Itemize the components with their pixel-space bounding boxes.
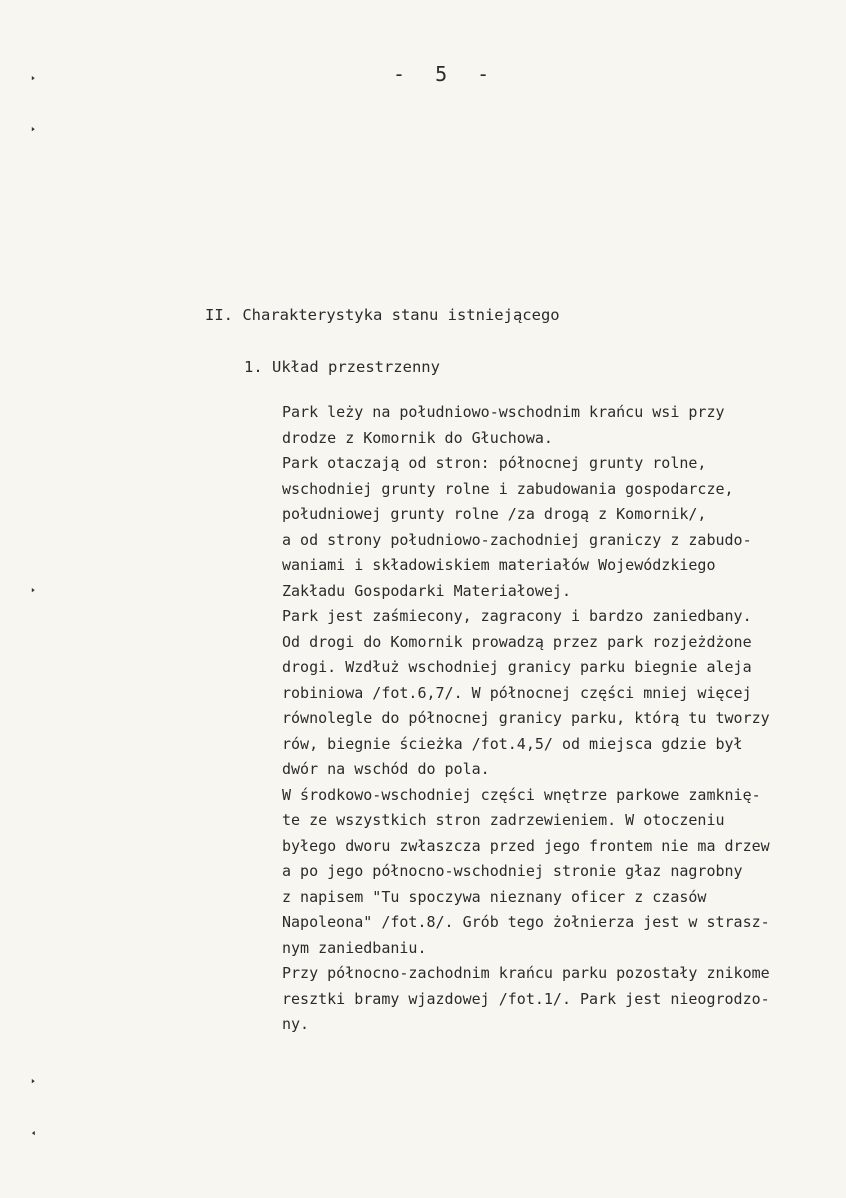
text-line: waniami i składowiskiem materiałów Wojewódzkiego — [282, 556, 716, 574]
text-line: ny. — [282, 1015, 310, 1033]
text-line: wschodniej grunty rolne i zabudowania gospodarcze, — [282, 479, 734, 498]
margin-tick-mark: ▸ — [30, 71, 36, 84]
text-line: resztki bramy wjazdowej /fot.1/. Park jest nieogrodzo- — [282, 989, 770, 1008]
section-heading: II. Charakterystyka stanu istniejącego — [205, 306, 560, 324]
text-line: Od drogi do Komornik prowadzą przez park rozjeżdżone — [282, 632, 752, 651]
body-text — [282, 400, 846, 1038]
text-line: rów, biegnie ścieżka /fot.4,5/ od miejsca gdzie był — [282, 734, 743, 753]
text-line: Napoleona" /fot.8/. Grób tego żołnierza jest w strasz- — [282, 913, 770, 931]
text-line: dwór na wschód do pola. — [282, 760, 490, 778]
text-line: nym zaniedbaniu. — [282, 938, 427, 957]
margin-tick-mark: ▸ — [30, 1074, 36, 1087]
text-line: południowej grunty rolne /za drogą z Komornik/, — [282, 505, 707, 523]
text-line: byłego dworu zwłaszcza przed jego frontem nie ma drzew — [282, 836, 770, 855]
text-line: drodze z Komornik do Głuchowa. — [282, 428, 553, 447]
text-line: te ze wszystkich stron zadrzewieniem. W otoczeniu — [282, 811, 725, 829]
text-line: równolegle do północnej granicy parku, którą tu tworzy — [282, 709, 770, 727]
text-line: Park leży na południowo-wschodnim krańcu wsi przy — [282, 403, 725, 421]
text-line: robiniowa /fot.6,7/. W północnej części mniej więcej — [282, 683, 752, 702]
text-line: Zakładu Gospodarki Materiałowej. — [282, 581, 571, 600]
text-line: W środkowo-wschodniej części wnętrze parkowe zamknię- — [282, 785, 761, 804]
page-number: - 5 - — [393, 62, 499, 86]
margin-tick-mark: ▸ — [30, 122, 36, 135]
text-line: Przy północno-zachodnim krańcu parku pozostały znikome — [282, 964, 770, 982]
text-line: Park otaczają od stron: północnej grunty rolne, — [282, 454, 707, 472]
text-line: drogi. Wzdłuż wschodniej granicy parku biegnie aleja — [282, 658, 752, 676]
margin-tick-mark: ◂ — [30, 1126, 36, 1139]
margin-tick-mark: ▸ — [30, 583, 36, 596]
text-line: a po jego północno-wschodniej stronie głaz nagrobny — [282, 862, 743, 880]
text-line: Park jest zaśmiecony, zagracony i bardzo zaniedbany. — [282, 607, 752, 625]
text-line: z napisem "Tu spoczywa nieznany oficer z czasów — [282, 887, 707, 906]
sub-heading: 1. Układ przestrzenny — [244, 358, 440, 376]
text-line: a od strony południowo-zachodniej graniczy z zabudo- — [282, 530, 752, 549]
